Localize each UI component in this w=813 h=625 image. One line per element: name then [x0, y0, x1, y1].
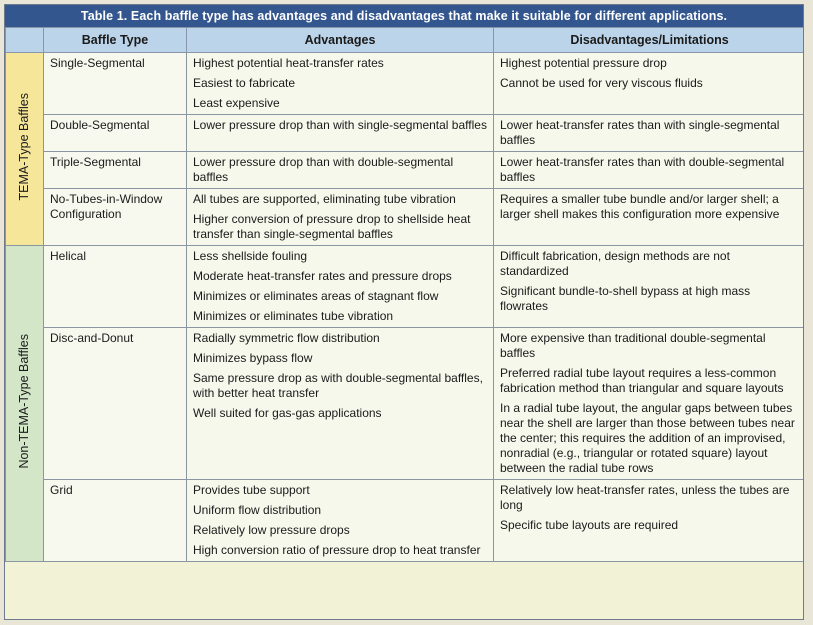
advantage-item: Relatively low pressure drops [193, 523, 350, 537]
header-row [6, 28, 805, 53]
baffle-type-cell: Grid [44, 480, 187, 562]
disadvantage-item: In a radial tube layout, the angular gaps between tubes near the shell are larger than those between tubes near the center; this requires the addition of an improvised, nonradial (e.g., triangular or rotated square) layout between the radial tube rows [500, 401, 795, 475]
advantage-item: Uniform flow distribution [193, 503, 322, 517]
disadvantages-cell [494, 246, 805, 328]
disadvantage-item: Significant bundle-to-shell bypass at high mass flowrates [500, 284, 751, 313]
disadvantage-item: Highest potential pressure drop [500, 56, 667, 70]
advantage-item: Provides tube support [193, 483, 310, 497]
disadvantage-item: Relatively low heat-transfer rates, unless the tubes are long [500, 483, 790, 512]
advantages-cell [187, 480, 494, 562]
advantages-cell [187, 53, 494, 115]
advantage-item: Higher conversion of pressure drop to shellside heat transfer than single-segmental baffles [193, 212, 471, 241]
table-row [6, 53, 805, 115]
table-row [6, 328, 805, 480]
disadvantages-cell [494, 152, 805, 189]
advantage-item: Well suited for gas-gas applications [193, 406, 382, 420]
advantage-item: Easiest to fabricate [193, 76, 296, 90]
advantage-item: Minimizes bypass flow [193, 351, 313, 365]
disadvantage-item: Lower heat-transfer rates than with single-segmental baffles [500, 118, 780, 147]
baffle-type-cell: Helical [44, 246, 187, 328]
table-row [6, 246, 805, 328]
baffle-type-cell: No-Tubes-in-Window Configuration [44, 189, 187, 246]
nontema-group-label: Non-TEMA-Type Baffles [17, 334, 31, 469]
disadvantage-item: Preferred radial tube layout requires a less-common fabrication method than triangular and square layouts [500, 366, 784, 395]
advantages-cell [187, 328, 494, 480]
disadvantage-item: Lower heat-transfer rates than with double-segmental baffles [500, 155, 785, 184]
disadvantages-cell [494, 480, 805, 562]
advantages-cell [187, 246, 494, 328]
baffle-type-cell: Triple-Segmental [44, 152, 187, 189]
advantage-item: Less shellside fouling [193, 249, 308, 263]
advantage-item: Lower pressure drop than with single-segmental baffles [193, 118, 487, 132]
baffle-type-cell: Disc-and-Donut [44, 328, 187, 480]
disadvantage-item: Specific tube layouts are required [500, 518, 679, 532]
tema-group-cell [6, 53, 44, 246]
advantage-item: All tubes are supported, eliminating tube vibration [193, 192, 456, 206]
disadvantages-cell [494, 115, 805, 152]
table-row [6, 189, 805, 246]
header-baffle-type: Baffle Type [44, 28, 187, 53]
advantage-item: Moderate heat-transfer rates and pressure drops [193, 269, 452, 283]
advantages-cell [187, 152, 494, 189]
disadvantages-cell [494, 328, 805, 480]
disadvantage-item: Requires a smaller tube bundle and/or larger shell; a larger shell makes this configuration more expensive [500, 192, 780, 221]
disadvantage-item: More expensive than traditional double-segmental baffles [500, 331, 766, 360]
header-advantages: Advantages [187, 28, 494, 53]
disadvantages-cell [494, 189, 805, 246]
header-disadvantages: Disadvantages/Limitations [494, 28, 805, 53]
disadvantage-item: Cannot be used for very viscous fluids [500, 76, 703, 90]
table-row [6, 480, 805, 562]
advantages-cell [187, 115, 494, 152]
advantage-item: Least expensive [193, 96, 280, 110]
advantages-cell [187, 189, 494, 246]
nontema-group-cell [6, 246, 44, 562]
table-body [6, 53, 805, 562]
baffle-table-figure [4, 4, 804, 620]
baffle-type-cell: Single-Segmental [44, 53, 187, 115]
advantage-item: Minimizes or eliminates tube vibration [193, 309, 394, 323]
baffle-type-cell: Double-Segmental [44, 115, 187, 152]
advantage-item: Minimizes or eliminates areas of stagnant flow [193, 289, 439, 303]
advantage-item: Lower pressure drop than with double-segmental baffles [193, 155, 454, 184]
table-title: Table 1. Each baffle type has advantages and disadvantages that make it suitable for different applications. [5, 5, 803, 27]
advantage-item: Same pressure drop as with double-segmental baffles, with better heat transfer [193, 371, 483, 400]
disadvantage-item: Difficult fabrication, design methods are not standardized [500, 249, 730, 278]
baffle-table [5, 27, 804, 562]
disadvantages-cell [494, 53, 805, 115]
advantage-item: Highest potential heat-transfer rates [193, 56, 384, 70]
table-row [6, 115, 805, 152]
header-blank [6, 28, 44, 53]
advantage-item: High conversion ratio of pressure drop to heat transfer [193, 543, 481, 557]
table-row [6, 152, 805, 189]
tema-group-label: TEMA-Type Baffles [17, 93, 31, 201]
advantage-item: Radially symmetric flow distribution [193, 331, 380, 345]
